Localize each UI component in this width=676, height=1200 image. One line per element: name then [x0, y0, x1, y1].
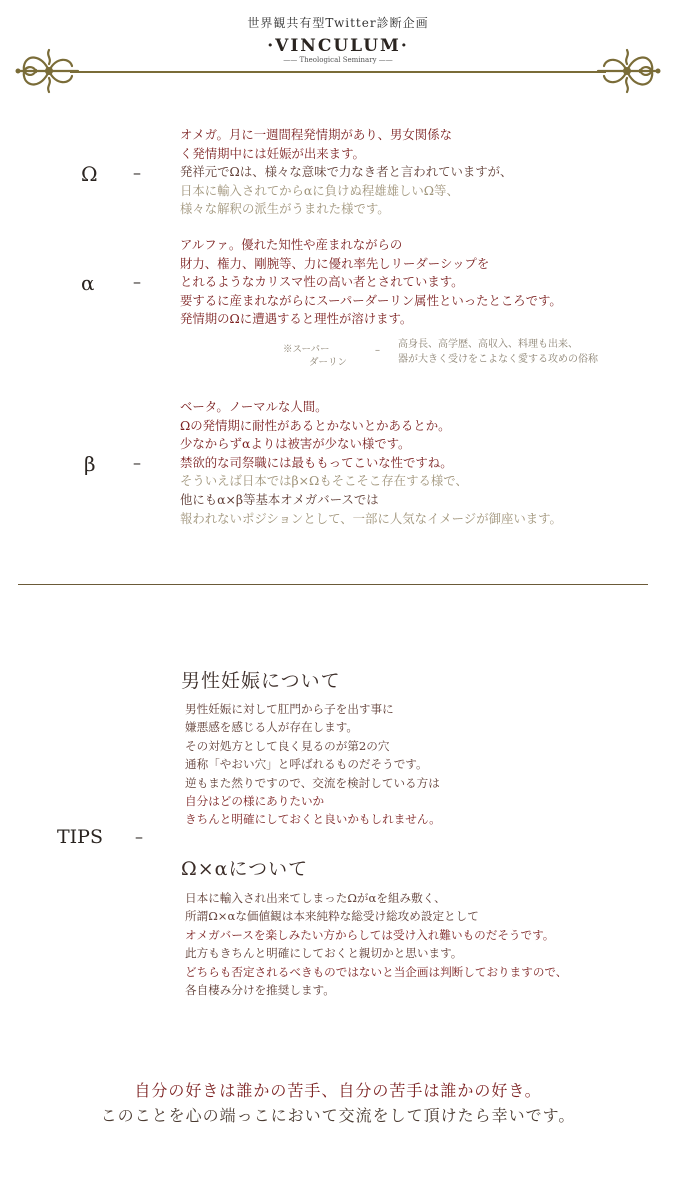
note-label-line-1: ※スーパー	[283, 344, 330, 355]
closing-line-1: 自分の好きは誰かの苦手、自分の苦手は誰かの好き。	[134, 1081, 542, 1100]
tips2-line-3: オメガバースを楽しみたい方からしては受け入れ難いものだそうです。	[185, 927, 555, 942]
omega-line-4: 日本に輸入されてからαに負けぬ程雄雄しいΩ等、	[180, 182, 459, 198]
tips1-line-3: その対処方として良く見るのが第2の穴	[185, 738, 390, 753]
header-rule	[70, 71, 606, 73]
beta-line-7: 報われないポジションとして、一部に人気なイメージが御座います。	[180, 510, 562, 526]
super-darling-note-label	[283, 343, 363, 369]
beta-line-2: Ωの発情期に耐性があるとかないとかあるとか。	[180, 417, 451, 433]
beta-dash: –	[133, 453, 141, 472]
beta-line-5: そういえば日本ではβ×Ωもそこそこ存在する様で、	[180, 473, 468, 489]
vinculum-logo: ·VINCULUM·	[267, 36, 409, 56]
tips-body-omega-alpha	[185, 889, 567, 999]
tips2-line-6: 各自棲み分けを推奨します。	[185, 983, 335, 998]
header	[0, 0, 676, 110]
tips-body-male-pregnancy	[185, 700, 441, 829]
note-dash: –	[375, 345, 380, 356]
section-divider	[18, 584, 648, 585]
closing-line-2: このことを心の端っこにおいて交流をして頂けたら幸いです。	[100, 1106, 576, 1125]
beta-line-4: 禁欲的な司祭職には最ももってこいな性ですね。	[180, 454, 453, 470]
beta-line-6: 他にもα×β等基本オメガバースでは	[180, 491, 379, 507]
beta-description	[180, 398, 562, 528]
logo-tagline: —— Theological Seminary ——	[283, 56, 393, 64]
tips2-line-5: どちらも否定されるべきものではないと当企画は判断しておりますので、	[185, 964, 568, 979]
alpha-line-5: 発情期のΩに遭遇すると理性が溶けます。	[180, 311, 413, 327]
omega-symbol: Ω	[81, 162, 98, 186]
flourish-ornament-icon	[590, 44, 664, 98]
omega-line-1: オメガ。月に一週間程発情期があり、男女関係な	[180, 127, 452, 142]
tips1-line-5: 逆もまた然りですので、交流を検討している方は	[185, 775, 440, 790]
beta-symbol: β	[84, 452, 96, 476]
omega-description	[180, 126, 512, 219]
note-label-line-2: ダーリン	[309, 357, 348, 368]
omega-line-3: 発祥元でΩは、様々な意味で力なき者と言われていますが、	[180, 164, 513, 180]
tips-label: TIPS	[57, 826, 103, 848]
alpha-line-1: アルファ。優れた知性や産まれながらの	[180, 237, 403, 252]
tips-dash: –	[135, 827, 143, 846]
note-line-1: 高身長、高学歴、高収入、料理も出来、	[398, 339, 578, 350]
tips1-line-4: 通称「やおい穴」と呼ばれるものだそうです。	[185, 757, 428, 772]
alpha-line-2: 財力、権力、剛腕等、力に優れ率先しリーダーシップを	[180, 255, 490, 271]
tips1-line-6: 自分はどの様にありたいか	[185, 794, 325, 809]
alpha-description	[180, 236, 562, 329]
tips2-line-4: 此方もきちんと明確にしておくと親切かと思います。	[185, 946, 463, 961]
project-subtitle: 世界観共有型Twitter診断企画	[247, 16, 429, 30]
alpha-symbol: α	[81, 271, 95, 295]
tips2-line-1: 日本に輸入され出来てしまったΩがαを組み敷く、	[185, 891, 446, 905]
super-darling-note-text	[398, 337, 598, 367]
tips1-line-7: きちんと明確にしておくと良いかもしれません。	[185, 812, 441, 827]
alpha-line-4: 要するに産まれながらにスーパーダーリン属性といったところです。	[180, 292, 562, 308]
omega-dash: –	[133, 163, 141, 182]
alpha-dash: –	[133, 272, 141, 291]
alpha-line-3: とれるようなカリスマ性の高い者とされています。	[180, 274, 464, 290]
tips2-line-2: 所謂Ω×αな価値観は本来純粋な総受け総攻め設定として	[185, 909, 479, 924]
tips-heading-omega-alpha: Ω×αについて	[181, 858, 309, 880]
beta-line-1: ベータ。ノーマルな人間。	[180, 399, 328, 414]
beta-line-3: 少なからずαよりは被害が少ない様です。	[180, 436, 411, 452]
omega-line-5: 様々な解釈の派生がうまれた様です。	[180, 201, 390, 217]
tips-heading-male-pregnancy: 男性妊娠について	[181, 670, 341, 692]
tips1-line-1: 男性妊娠に対して肛門から子を出す事に	[185, 702, 394, 716]
omega-line-2: く発情期中には妊娠が出来ます。	[180, 145, 365, 161]
note-line-2: 器が大きく受けをこよなく愛する攻めの俗称	[398, 354, 598, 365]
tips1-line-2: 嫌悪感を感じる人が存在します。	[185, 720, 358, 735]
flourish-ornament-icon	[12, 44, 86, 98]
